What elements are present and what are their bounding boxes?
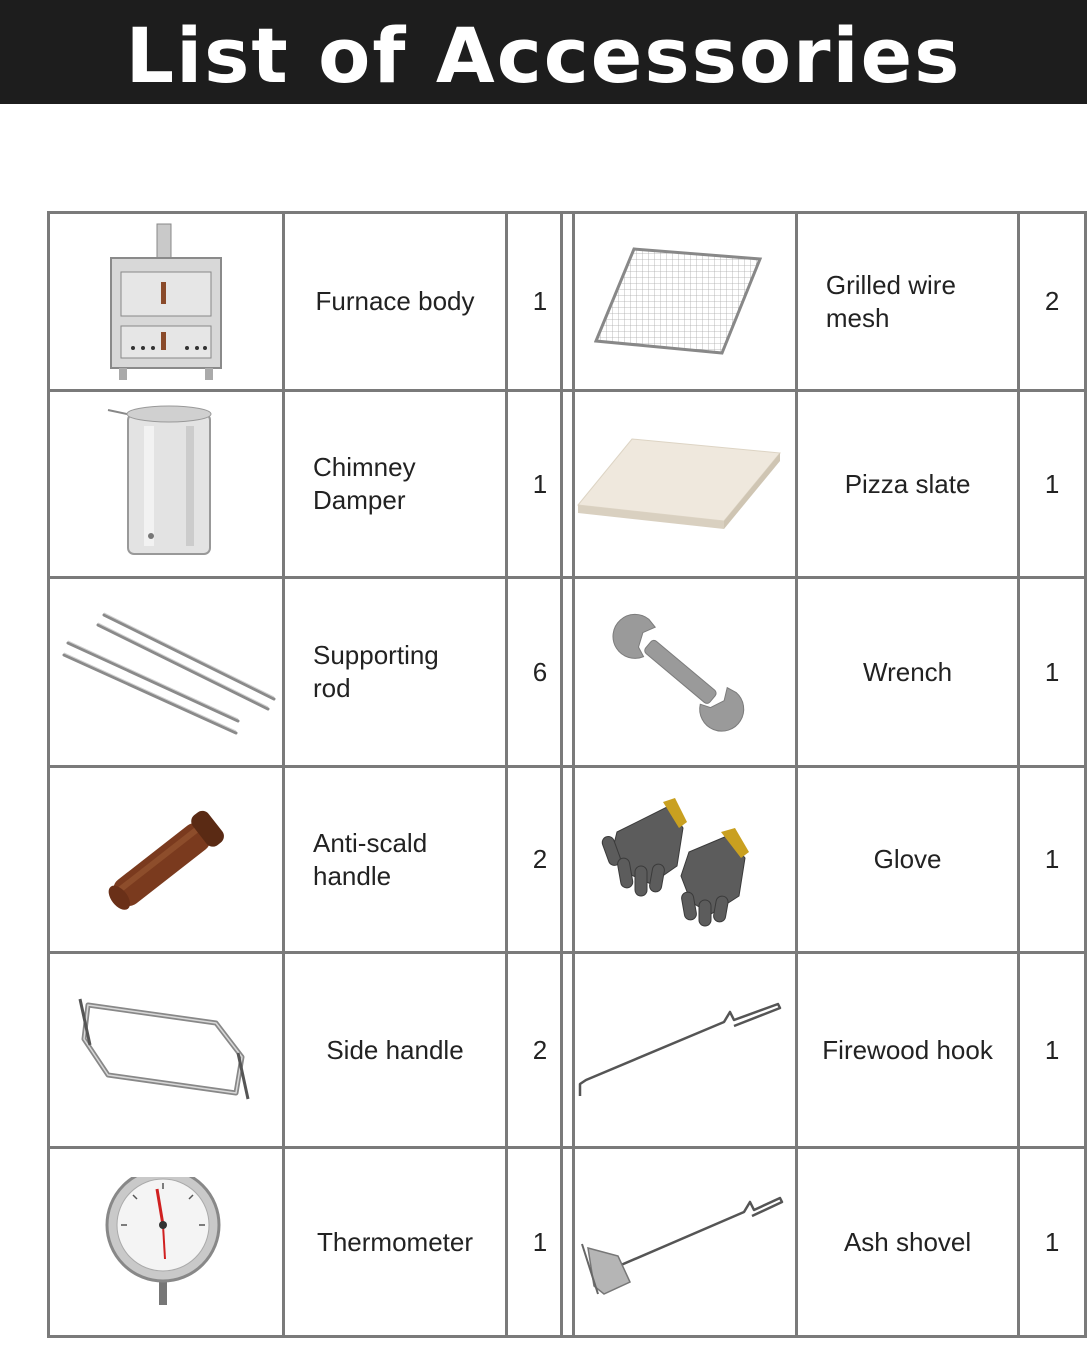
item-name-line: rod: [313, 673, 351, 703]
table-row: [562, 767, 1086, 953]
item-name-line: Damper: [313, 485, 406, 515]
accessories-table-left: [47, 211, 575, 1338]
item-quantity: 2: [1019, 213, 1086, 391]
item-name: Glove: [796, 767, 1018, 953]
table-row: [562, 953, 1086, 1148]
firewood-hook-icon: [562, 953, 797, 1148]
item-name: Furnace body: [284, 213, 507, 391]
item-quantity: 1: [507, 391, 574, 578]
item-name: Thermometer: [284, 1148, 507, 1337]
table-row: [562, 213, 1086, 391]
item-quantity: 1: [1019, 1148, 1086, 1337]
table-row: [562, 1148, 1086, 1337]
item-name-line: handle: [313, 860, 392, 891]
item-quantity: 2: [507, 953, 574, 1148]
item-name: [284, 578, 507, 767]
item-name-line: Grilled wire: [825, 269, 956, 300]
page-header: [0, 0, 1087, 104]
ash-shovel-icon: [562, 1148, 797, 1337]
item-name: Pizza slate: [796, 391, 1018, 578]
pizza-slate-icon: [562, 391, 797, 578]
item-name-line: mesh: [825, 302, 890, 333]
item-quantity: 1: [1019, 578, 1086, 767]
item-name: Ash shovel: [796, 1148, 1018, 1337]
chimney-damper-icon: [49, 391, 284, 578]
item-name: Wrench: [796, 578, 1018, 767]
item-quantity: 2: [507, 767, 574, 953]
table-row: [49, 953, 574, 1148]
item-quantity: 6: [507, 578, 574, 767]
table-row: [562, 578, 1086, 767]
table-row: [562, 391, 1086, 578]
glove-icon: [562, 767, 797, 953]
item-name: Firewood hook: [796, 953, 1018, 1148]
page-title: List of Accessories: [125, 11, 962, 100]
item-name-line: Supporting: [313, 640, 439, 670]
furnace-icon: [49, 213, 284, 391]
wrench-icon: [562, 578, 797, 767]
supporting-rod-icon: [49, 578, 284, 767]
table-row: [49, 1148, 574, 1337]
item-name: [284, 391, 507, 578]
thermometer-icon: [49, 1148, 284, 1337]
accessories-table-right: [560, 211, 1087, 1338]
table-row: [49, 391, 574, 578]
item-name-line: Anti-scald: [313, 827, 428, 858]
table-row: [49, 213, 574, 391]
item-quantity: 1: [1019, 953, 1086, 1148]
item-quantity: 1: [1019, 391, 1086, 578]
item-quantity: 1: [507, 1148, 574, 1337]
item-quantity: 1: [507, 213, 574, 391]
table-row: [49, 578, 574, 767]
wire-mesh-icon: [562, 213, 797, 391]
anti-scald-handle-icon: [49, 767, 284, 953]
item-name: [284, 767, 507, 953]
item-quantity: 1: [1019, 767, 1086, 953]
item-name: Side handle: [284, 953, 507, 1148]
side-handle-icon: [49, 953, 284, 1148]
item-name: [796, 213, 1018, 391]
item-name-line: Chimney: [313, 452, 416, 482]
table-row: [49, 767, 574, 953]
